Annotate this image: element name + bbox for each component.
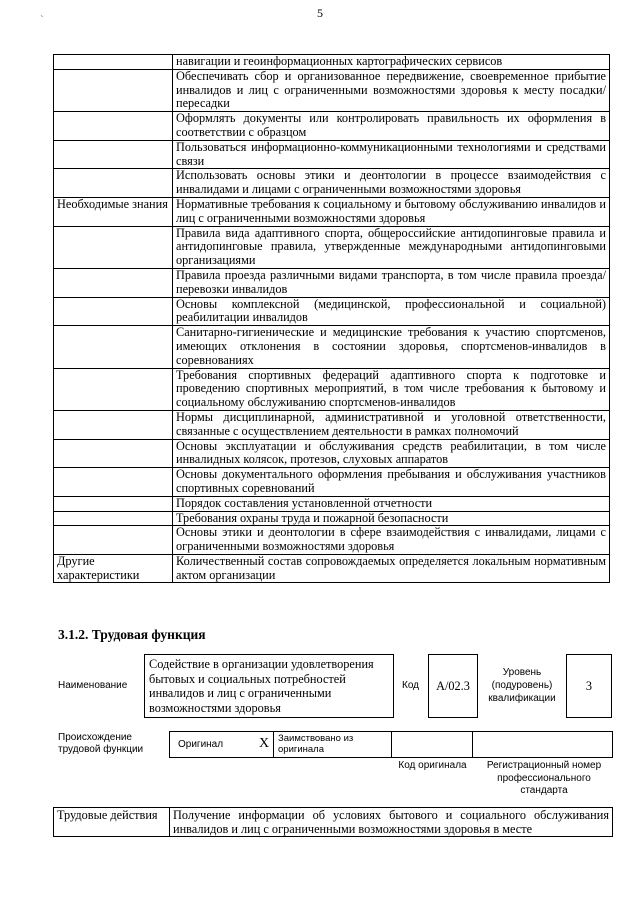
- row-content: Требования спортивных федераций адаптивного спорта к подготовке и проведению спортивных мероприятий, в том числе требования к бытовому и социальному обслуживанию спортсменов-инвалидов: [173, 368, 610, 410]
- table-row: [54, 526, 610, 555]
- row-content: навигации и геоинформационных картографических сервисов: [173, 55, 610, 70]
- row-content: Требования охраны труда и пожарной безопасности: [173, 511, 610, 526]
- table-row: [54, 326, 610, 368]
- reg-number-cell: [473, 732, 612, 757]
- row-content: Нормы дисциплинарной, административной и уголовной ответственности, связанные с осуществлением деятельности в рамках полномочий: [173, 410, 610, 439]
- row-label: [54, 439, 173, 468]
- origin-label: Происхождение трудовой функции: [58, 732, 144, 755]
- row-label: [54, 496, 173, 511]
- section-title: 3.1.2. Трудовая функция: [58, 627, 206, 642]
- table-row: [54, 410, 610, 439]
- row-label: [54, 511, 173, 526]
- table-row: [54, 268, 610, 297]
- function-name: Содействие в организации удовлетворения бытовых и социальных потребностей инвалидов и лиц с ограниченными возможностями здоровья: [149, 657, 374, 715]
- row-label: [54, 140, 173, 169]
- code-original-caption: Код оригинала: [398, 760, 467, 771]
- row-label: [54, 368, 173, 410]
- row-label: [54, 326, 173, 368]
- row-label: [54, 468, 173, 497]
- table-row: [54, 226, 610, 268]
- table-row: [54, 69, 610, 111]
- row-content: Основы комплексной (медицинской, профессиональной и социальной) реабилитации инвалидов: [173, 297, 610, 326]
- row-content: Использовать основы этики и деонтологии в процессе взаимодействия с инвалидами и лицами с ограниченными возможностями здоровья: [173, 169, 610, 198]
- row-content: Оформлять документы или контролировать правильность их оформления в соответствии с образцом: [173, 112, 610, 141]
- row-content: Основы этики и деонтологии в сфере взаимодействия с инвалидами, лицами с ограниченными возможностями здоровья: [173, 526, 610, 555]
- table-row: [54, 297, 610, 326]
- table-row: [54, 468, 610, 497]
- row-label: Необходимые знания: [54, 197, 173, 226]
- original-label: Оригинал: [178, 739, 224, 750]
- table-row: [54, 496, 610, 511]
- row-content: Обеспечивать сбор и организованное передвижение, своевременное прибытие инвалидов и лиц с ограниченными возможностями здоровья к месту посадки/пересадки: [173, 69, 610, 111]
- table-row: [54, 197, 610, 226]
- code-label: Код: [402, 680, 420, 691]
- row-label: [54, 410, 173, 439]
- table-row: [54, 169, 610, 198]
- code-box: [428, 654, 478, 718]
- corner-mark: `: [40, 14, 44, 26]
- row-label: [54, 526, 173, 555]
- row-content: Санитарно-гигиенические и медицинские требования к участию спортсменов, имеющих отклонения в состоянии здоровья, спортсменов-инвалидов в соревнованиях: [173, 326, 610, 368]
- page-number: 5: [317, 6, 323, 20]
- table-row: [54, 808, 613, 837]
- name-label: Наименование: [58, 680, 128, 691]
- row-content: Основы эксплуатации и обслуживания средств реабилитации, в том числе инвалидных колясок, протезов, слуховых аппаратов: [173, 439, 610, 468]
- original-mark: X: [259, 736, 270, 751]
- row-label: Другие характеристики: [54, 554, 173, 583]
- code-original-cell: [392, 732, 473, 757]
- table-row: [54, 112, 610, 141]
- borrowed-label: Заимствовано из оригинала: [278, 733, 354, 755]
- row-label: [54, 268, 173, 297]
- actions-content: Получение информации об условиях бытового и социального обслуживания инвалидов и лиц с ограниченными возможностями здоровья в месте: [170, 808, 613, 837]
- level-label: Уровень (подуровень) квалификации: [488, 667, 556, 704]
- table-row: [54, 554, 610, 583]
- row-content: Количественный состав сопровождаемых определяется локальным нормативным актом организации: [173, 554, 610, 583]
- labour-actions-table: [53, 807, 613, 837]
- reg-number-caption: Регистрационный номер профессионального стандарта: [486, 760, 602, 796]
- level-box: [566, 654, 612, 718]
- borrowed-cell: [274, 732, 392, 757]
- table-row: [54, 368, 610, 410]
- table-row: [54, 55, 610, 70]
- row-label: [54, 55, 173, 70]
- row-content: Правила вида адаптивного спорта, общероссийские антидопинговые правила и антидопинговые правила, утвержденные международными антидопинговыми организациями: [173, 226, 610, 268]
- table-row: [54, 140, 610, 169]
- table-row: [54, 439, 610, 468]
- row-content: Основы документального оформления пребывания и обслуживания участников спортивных соревнований: [173, 468, 610, 497]
- row-label: [54, 226, 173, 268]
- row-label: [54, 169, 173, 198]
- row-content: Нормативные требования к социальному и бытовому обслуживанию инвалидов и лиц с ограниченными возможностями здоровья: [173, 197, 610, 226]
- row-label: [54, 297, 173, 326]
- row-label: [54, 69, 173, 111]
- origin-box: [169, 731, 613, 758]
- code-value: A/02.3: [436, 679, 470, 693]
- table-row: [54, 511, 610, 526]
- actions-label: Трудовые действия: [54, 808, 170, 837]
- row-content: Пользоваться информационно-коммуникационными технологиями и средствами связи: [173, 140, 610, 169]
- row-content: Правила проезда различными видами транспорта, в том числе правила проезда/перевозки инвалидов: [173, 268, 610, 297]
- level-value: 3: [585, 679, 593, 693]
- original-cell: [170, 732, 274, 757]
- row-label: [54, 112, 173, 141]
- row-content: Порядок составления установленной отчетности: [173, 496, 610, 511]
- function-name-box: [144, 654, 394, 718]
- competency-table: [53, 54, 610, 583]
